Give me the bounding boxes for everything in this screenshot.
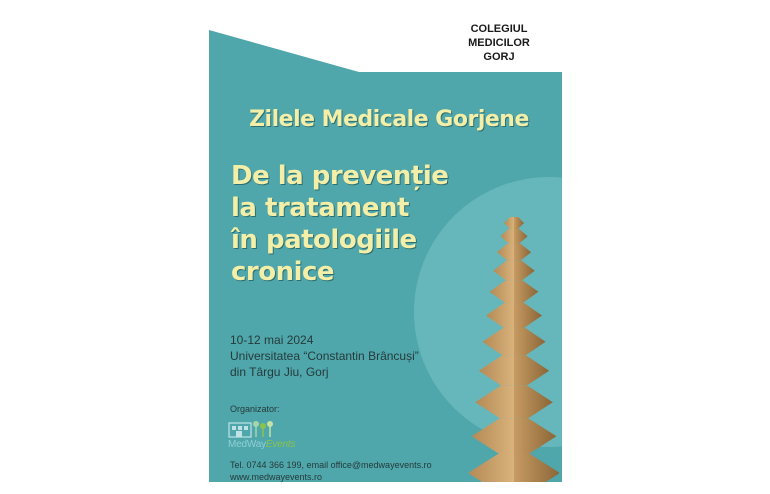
column-bead-left: [504, 217, 514, 229]
medway-logo-icon: [228, 417, 318, 439]
contact-website: www.medwayevents.ro: [230, 472, 323, 482]
event-title: Zilele Medicale Gorjene: [249, 107, 529, 132]
column-bead-left: [493, 261, 514, 281]
event-location: din Târgu Jiu, Gorj: [230, 365, 329, 379]
column-bead-right: [514, 244, 531, 261]
column-bead-left: [482, 328, 514, 356]
endless-column-illustration: [469, 217, 559, 482]
event-subtitle: [231, 160, 481, 288]
organization-name: [449, 22, 549, 64]
organization-name-line: MEDICILOR: [468, 37, 530, 49]
column-bead-right: [514, 356, 549, 386]
column-bead-right: [514, 281, 538, 303]
organizer-label: Organizator:: [230, 404, 280, 414]
medway-logo: [228, 417, 338, 451]
organization-name-line: COLEGIUL: [470, 23, 528, 35]
event-dates: 10-12 mai 2024: [230, 333, 314, 347]
column-bead-left: [469, 454, 514, 482]
medway-logo-text: [228, 439, 295, 450]
event-details: [230, 332, 430, 380]
organization-name-line: GORJ: [483, 51, 515, 63]
column-bead-right: [514, 386, 553, 419]
column-bead-left: [479, 356, 514, 386]
column-bead-right: [514, 261, 535, 281]
column-bead-left: [490, 281, 514, 303]
column-bead-left: [475, 386, 514, 419]
column-bead-right: [514, 229, 528, 244]
logo-text-events: Events: [265, 439, 296, 450]
event-poster: [209, 12, 562, 482]
column-bead-right: [514, 303, 542, 328]
contact-info: [230, 459, 470, 482]
contact-phone-email: Tel. 0744 366 199, email office@medwayevents.ro: [230, 460, 432, 470]
logo-text-medway: MedWay: [228, 439, 266, 450]
subtitle-line: De la prevenție: [231, 161, 449, 191]
column-bead-left: [472, 419, 514, 454]
subtitle-line: cronice: [231, 257, 335, 287]
column-bead-left: [486, 303, 514, 328]
column-bead-right: [514, 217, 524, 229]
column-bead-right: [514, 454, 559, 482]
column-bead-left: [497, 244, 514, 261]
column-bead-left: [500, 229, 514, 244]
column-bead-right: [514, 328, 546, 356]
subtitle-line: în patologiile: [231, 225, 417, 255]
event-venue: Universitatea “Constantin Brâncuși”: [230, 349, 419, 363]
subtitle-line: la tratament: [231, 193, 409, 223]
column-bead-right: [514, 419, 556, 454]
